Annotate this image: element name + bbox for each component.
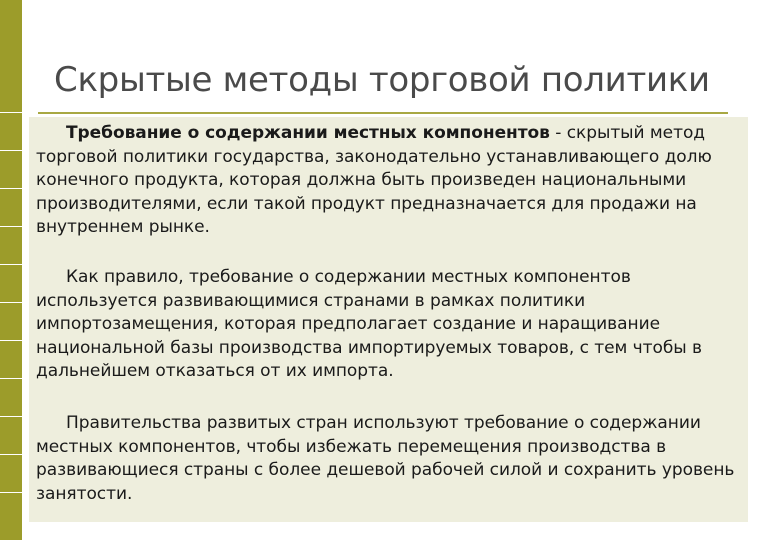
paragraph-text: Как правило, требование о содержании местных компонентов используется развивающимися странами в рамках политики импортозамещения, которая предполагает создание и наращивание национальной базы производства импортируемых товаров, с тем чтобы в дальнейшем отказаться от их импорта.	[36, 267, 702, 381]
paragraph-text: Правительства развитых стран используют требование о содержании местных компонентов, чтобы избежать перемещения производства в развивающиеся страны с более дешевой рабочей силой и сохранить уровень занятости.	[36, 413, 735, 504]
accent-bar-divider	[0, 454, 22, 455]
accent-bar-divider	[0, 188, 22, 189]
accent-bar-divider	[0, 264, 22, 265]
paragraph-developing-countries	[36, 266, 736, 384]
accent-bar-divider	[0, 492, 22, 493]
left-accent-bar	[0, 0, 22, 540]
accent-bar-divider	[0, 416, 22, 417]
paragraph-definition	[36, 122, 736, 240]
accent-bar-divider	[0, 112, 22, 113]
accent-bar-divider	[0, 340, 22, 341]
accent-bar-divider	[0, 302, 22, 303]
slide-title: Скрытые методы торговой политики	[54, 60, 710, 100]
accent-bar-divider	[0, 150, 22, 151]
definition-text: - скрытый метод торговой политики государства, законодательно устанавливающего долю конечного продукта, которая должна быть произведен национальными производителями, если такой продукт предназначается для продажи на внутреннем рынке.	[36, 123, 712, 237]
defined-term: Требование о содержании местных компонентов	[66, 123, 550, 143]
accent-bar-divider	[0, 378, 22, 379]
paragraph-developed-countries	[36, 412, 736, 506]
accent-bar-divider	[0, 226, 22, 227]
title-underline	[38, 112, 728, 114]
